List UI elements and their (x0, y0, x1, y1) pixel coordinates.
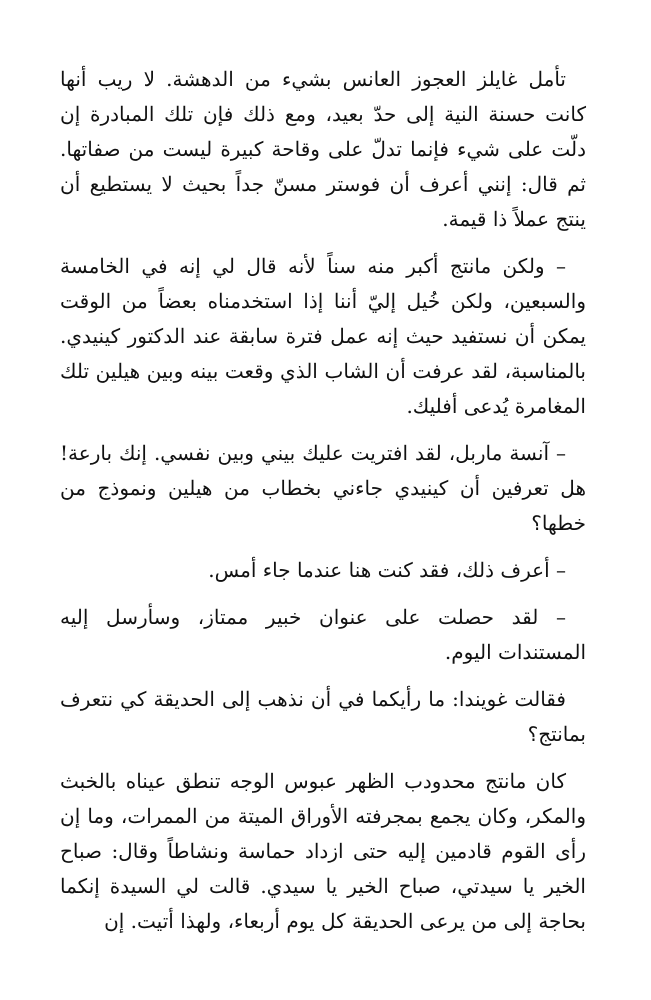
paragraph-5: – لقد حصلت على عنوان خبير ممتاز، وسأرسل إليه المستندات اليوم. (60, 605, 586, 664)
paragraph-7: كان مانتج محدودب الظهر عبوس الوجه تنطق عيناه بالخبث والمكر، وكان يجمع بمجرفته الأوراق الميتة من الممرات، وما إن رأى القوم قادمين إليه حتى ازداد حماسة ونشاطاً وقال: صباح الخير يا سيدتي، صباح الخير يا سيدي. قالت لي السيدة إنكما بحاجة إلى من يرعى الحديقة كل يوم أربعاء، ولهذا أتيت. إن (60, 769, 586, 933)
paragraph-2: – ولكن مانتج أكبر منه سناً لأنه قال لي إنه في الخامسة والسبعين، ولكن خُيل إليّ أننا إذا استخدمناه بعضاً من الوقت يمكن أن نستفيد حيث إنه عمل فترة سابقة عند الدكتور كينيدي. بالمناسبة، لقد عرفت أن الشاب الذي وقعت بينه وبين هيلين تلك المغامرة يُدعى أفليك. (60, 254, 586, 418)
paragraph-3: – آنسة ماربل، لقد افتريت عليك بيني وبين نفسي. إنك بارعة! هل تعرفين أن كينيدي جاءني بخطاب من هيلين ونموذج من خطها؟ (60, 441, 586, 535)
paragraph-4: – أعرف ذلك، فقد كنت هنا عندما جاء أمس. (208, 558, 566, 582)
paragraph-1: تأمل غايلز العجوز العانس بشيء من الدهشة. لا ريب أنها كانت حسنة النية إلى حدّ بعيد، ومع ذلك فإن تلك المبادرة إن دلّت على شيء فإنما تدلّ على وقاحة كبيرة ليست من صفاتها. ثم قال: إنني أعرف أن فوستر مسنّ جداً بحيث لا يستطيع أن ينتج عملاً ذا قيمة. (60, 67, 586, 231)
paragraph-6: فقالت غويندا: ما رأيكما في أن نذهب إلى الحديقة كي نتعرف بمانتج؟ (60, 687, 586, 746)
page-text (60, 62, 586, 951)
